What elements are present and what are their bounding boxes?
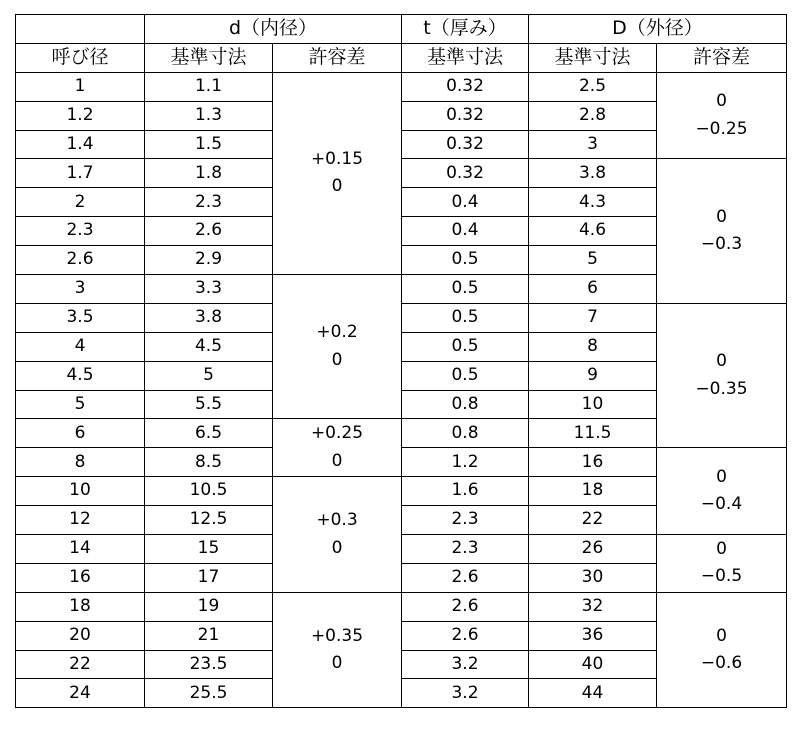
nominal-size-cell: 3.5 [16, 303, 145, 332]
t-basic-cell: 2.3 [402, 506, 529, 535]
D-tolerance-cell [657, 535, 787, 593]
nominal-size-cell: 2 [16, 188, 145, 217]
tolerance-lower: −0.4 [700, 494, 743, 515]
header-outer-diameter: D（外径） [529, 15, 787, 44]
D-tolerance-cell [657, 72, 787, 159]
tolerance-lower: −0.5 [700, 566, 743, 587]
nominal-size-cell: 2.6 [16, 246, 145, 275]
d-basic-cell: 5 [145, 361, 273, 390]
D-basic-cell: 7 [529, 303, 657, 332]
tolerance-lower: 0 [331, 653, 343, 674]
header-D-tolerance: 許容差 [657, 43, 787, 72]
d-basic-cell: 8.5 [145, 448, 273, 477]
tolerance-upper: 0 [716, 466, 727, 487]
D-basic-cell: 2.8 [529, 101, 657, 130]
header-group-row [16, 15, 787, 44]
table-row [16, 592, 787, 621]
table-row [16, 159, 787, 188]
t-basic-cell: 1.2 [402, 448, 529, 477]
nominal-size-cell: 1.2 [16, 101, 145, 130]
d-tolerance-cell [273, 72, 402, 274]
nominal-size-cell: 1.7 [16, 159, 145, 188]
D-basic-cell: 26 [529, 535, 657, 564]
t-basic-cell: 0.8 [402, 390, 529, 419]
t-basic-cell: 3.2 [402, 679, 529, 708]
t-basic-cell: 0.32 [402, 159, 529, 188]
d-tolerance-cell [273, 477, 402, 593]
header-sub-row [16, 43, 787, 72]
D-basic-cell: 10 [529, 390, 657, 419]
d-basic-cell: 5.5 [145, 390, 273, 419]
tolerance-lower: −0.6 [700, 653, 743, 674]
d-basic-cell: 3.8 [145, 303, 273, 332]
tolerance-upper: +0.15 [310, 148, 364, 169]
t-basic-cell: 0.4 [402, 188, 529, 217]
nominal-size-cell: 18 [16, 592, 145, 621]
d-basic-cell: 2.6 [145, 217, 273, 246]
D-tolerance-cell [657, 303, 787, 447]
D-basic-cell: 11.5 [529, 419, 657, 448]
nominal-size-cell: 20 [16, 621, 145, 650]
t-basic-cell: 3.2 [402, 650, 529, 679]
d-basic-cell: 1.1 [145, 72, 273, 101]
table-row [16, 303, 787, 332]
D-basic-cell: 5 [529, 246, 657, 275]
nominal-size-cell: 12 [16, 506, 145, 535]
d-basic-cell: 6.5 [145, 419, 273, 448]
D-basic-cell: 32 [529, 592, 657, 621]
nominal-size-cell: 5 [16, 390, 145, 419]
nominal-size-cell: 14 [16, 535, 145, 564]
t-basic-cell: 0.32 [402, 130, 529, 159]
header-thickness: t（厚み） [402, 15, 529, 44]
washer-dimension-table [15, 14, 787, 708]
nominal-size-cell: 6 [16, 419, 145, 448]
t-basic-cell: 1.6 [402, 477, 529, 506]
D-tolerance-cell [657, 592, 787, 708]
d-basic-cell: 3.3 [145, 275, 273, 304]
D-basic-cell: 6 [529, 275, 657, 304]
nominal-size-cell: 10 [16, 477, 145, 506]
nominal-size-cell: 1.4 [16, 130, 145, 159]
tolerance-upper: +0.25 [310, 423, 364, 444]
D-basic-cell: 16 [529, 448, 657, 477]
d-tolerance-cell [273, 275, 402, 419]
t-basic-cell: 0.32 [402, 72, 529, 101]
header-D-basic: 基準寸法 [529, 43, 657, 72]
table-row [16, 72, 787, 101]
D-basic-cell: 30 [529, 563, 657, 592]
nominal-size-cell: 24 [16, 679, 145, 708]
t-basic-cell: 0.5 [402, 361, 529, 390]
d-basic-cell: 1.3 [145, 101, 273, 130]
header-d-basic: 基準寸法 [145, 43, 273, 72]
d-basic-cell: 10.5 [145, 477, 273, 506]
t-basic-cell: 0.5 [402, 246, 529, 275]
tolerance-lower: 0 [331, 349, 343, 370]
t-basic-cell: 0.5 [402, 303, 529, 332]
D-basic-cell: 3 [529, 130, 657, 159]
d-basic-cell: 17 [145, 563, 273, 592]
nominal-size-cell: 4.5 [16, 361, 145, 390]
D-basic-cell: 3.8 [529, 159, 657, 188]
D-basic-cell: 2.5 [529, 72, 657, 101]
D-basic-cell: 40 [529, 650, 657, 679]
header-blank [16, 15, 145, 44]
d-basic-cell: 1.5 [145, 130, 273, 159]
d-basic-cell: 12.5 [145, 506, 273, 535]
D-basic-cell: 4.3 [529, 188, 657, 217]
D-tolerance-cell [657, 448, 787, 535]
t-basic-cell: 2.6 [402, 563, 529, 592]
nominal-size-cell: 4 [16, 332, 145, 361]
d-basic-cell: 1.8 [145, 159, 273, 188]
t-basic-cell: 2.6 [402, 621, 529, 650]
tolerance-upper: +0.3 [316, 509, 358, 530]
tolerance-lower: −0.3 [700, 234, 743, 255]
nominal-size-cell: 16 [16, 563, 145, 592]
d-tolerance-cell [273, 592, 402, 708]
tolerance-lower: −0.35 [695, 378, 748, 399]
washer-dimension-table-container [15, 14, 787, 708]
nominal-size-cell: 1 [16, 72, 145, 101]
header-inner-diameter: d（内径） [145, 15, 402, 44]
d-basic-cell: 2.3 [145, 188, 273, 217]
tolerance-upper: +0.35 [310, 625, 364, 646]
t-basic-cell: 0.4 [402, 217, 529, 246]
d-tolerance-cell [273, 419, 402, 477]
D-basic-cell: 22 [529, 506, 657, 535]
tolerance-lower: 0 [331, 450, 343, 471]
t-basic-cell: 0.32 [402, 101, 529, 130]
D-basic-cell: 36 [529, 621, 657, 650]
d-basic-cell: 23.5 [145, 650, 273, 679]
nominal-size-cell: 3 [16, 275, 145, 304]
t-basic-cell: 0.8 [402, 419, 529, 448]
D-basic-cell: 9 [529, 361, 657, 390]
d-basic-cell: 19 [145, 592, 273, 621]
header-d-tolerance: 許容差 [273, 43, 402, 72]
tolerance-lower: −0.25 [695, 118, 748, 139]
d-basic-cell: 2.9 [145, 246, 273, 275]
tolerance-upper: 0 [716, 625, 727, 646]
t-basic-cell: 2.6 [402, 592, 529, 621]
D-basic-cell: 4.6 [529, 217, 657, 246]
nominal-size-cell: 2.3 [16, 217, 145, 246]
header-nominal-size: 呼び径 [16, 43, 145, 72]
d-basic-cell: 21 [145, 621, 273, 650]
tolerance-upper: 0 [716, 351, 727, 372]
table-body [16, 72, 787, 708]
tolerance-lower: 0 [331, 176, 343, 197]
nominal-size-cell: 22 [16, 650, 145, 679]
d-basic-cell: 25.5 [145, 679, 273, 708]
table-row [16, 448, 787, 477]
D-basic-cell: 44 [529, 679, 657, 708]
tolerance-upper: 0 [716, 91, 727, 112]
tolerance-upper: 0 [716, 538, 727, 559]
header-t-basic: 基準寸法 [402, 43, 529, 72]
nominal-size-cell: 8 [16, 448, 145, 477]
D-basic-cell: 8 [529, 332, 657, 361]
t-basic-cell: 2.3 [402, 535, 529, 564]
tolerance-upper: +0.2 [316, 322, 358, 343]
d-basic-cell: 15 [145, 535, 273, 564]
D-basic-cell: 18 [529, 477, 657, 506]
tolerance-upper: 0 [716, 206, 727, 227]
t-basic-cell: 0.5 [402, 275, 529, 304]
tolerance-lower: 0 [331, 537, 343, 558]
D-tolerance-cell [657, 159, 787, 303]
table-row [16, 535, 787, 564]
d-basic-cell: 4.5 [145, 332, 273, 361]
t-basic-cell: 0.5 [402, 332, 529, 361]
